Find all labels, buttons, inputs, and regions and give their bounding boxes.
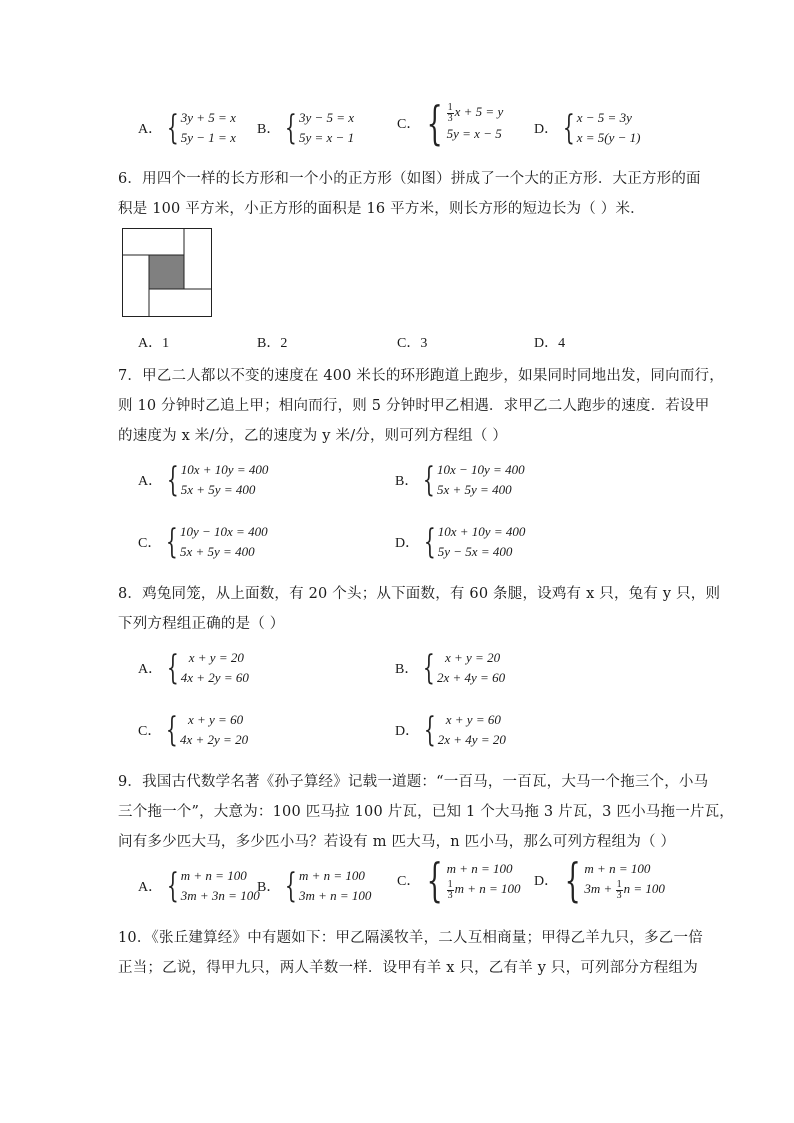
option-label: D． [534, 122, 559, 137]
option-label: A． [138, 880, 163, 895]
brace: { [426, 853, 444, 907]
equation-rest: m + n = 100 [454, 881, 521, 897]
option-label: D． [395, 536, 420, 551]
q6-text-line-1: 6．用四个一样的长方形和一个小的正方形（如图）拼成了一个大的正方形．大正方形的面 [118, 171, 701, 187]
option-label: B． [257, 122, 281, 137]
inner-square [149, 255, 184, 289]
option-label: A． [138, 122, 163, 137]
equation-system [447, 102, 504, 144]
brace: { [166, 460, 179, 500]
q6-option-b[interactable]: B．2 [257, 336, 288, 351]
equation: x + y = 20 [188, 650, 244, 665]
option-label: D． [534, 874, 559, 889]
equation-system [447, 859, 521, 901]
equation-system [181, 866, 260, 906]
equation: x + y = 20 [444, 650, 501, 665]
equation-rest: x + 5 = y [454, 104, 504, 120]
brace: { [423, 648, 436, 688]
q7-option-c[interactable] [138, 522, 268, 562]
q6-option-d[interactable]: D．4 [534, 336, 566, 351]
equation [584, 879, 664, 901]
brace: { [426, 96, 444, 150]
equation: 2x + 4y = 20 [437, 732, 506, 747]
equation: 10y − 10x = 400 [179, 524, 268, 539]
equation-system [584, 859, 664, 901]
q7-text-line-2: 则 10 分钟时乙追上甲；相向而行，则 5 分钟时甲乙相遇．求甲乙二人跑步的速度．若设甲 [118, 398, 710, 414]
equation: m + n = 100 [298, 868, 365, 883]
equation-system [180, 522, 268, 562]
brace: { [423, 460, 436, 500]
option-label: C． [397, 117, 421, 132]
equation: m + n = 100 [180, 868, 247, 883]
equation-system [299, 108, 354, 148]
equation-prefix: 3m + [584, 881, 616, 897]
q6-text-line-2: 积是 100 平方米，小正方形的面积是 16 平方米，则长方形的短边长为（ ）米． [118, 201, 645, 217]
option-label: C． [138, 724, 162, 739]
q9-text-line-1: 9．我国古代数学名著《孙子算经》记载一道题：“一百马，一百瓦，大马一个拖三个，小马 [118, 774, 709, 790]
q5-option-d[interactable] [534, 108, 641, 148]
brace: { [166, 648, 179, 688]
q9-option-d[interactable] [534, 853, 665, 907]
q6-option-c[interactable]: C．3 [397, 336, 428, 351]
equation [447, 102, 504, 124]
brace: { [423, 710, 436, 750]
option-label: A． [138, 662, 163, 677]
q5-option-c[interactable] [397, 96, 504, 150]
q8-option-c[interactable] [138, 710, 248, 750]
fraction [447, 103, 454, 124]
equation: m + n = 100 [584, 861, 651, 877]
equation: 5y − 1 = x [180, 130, 236, 145]
fraction [616, 880, 623, 901]
q7-option-b[interactable] [395, 460, 525, 500]
equation: 3m + n = 100 [298, 888, 372, 903]
q8-text-line-2: 下列方程组正确的是（ ） [118, 616, 285, 632]
equation: 5x + 5y = 400 [180, 482, 256, 497]
equation [447, 879, 521, 901]
equation-system [299, 866, 371, 906]
equation: 3y − 5 = x [298, 110, 355, 125]
q8-text-line-1: 8．鸡兔同笼，从上面数，有 20 个头；从下面数，有 60 条腿，设鸡有 x 只，兔有 y 只，则 [118, 586, 721, 602]
equation-system [181, 460, 269, 500]
q8-option-b[interactable] [395, 648, 505, 688]
equation-system [437, 648, 505, 688]
option-label: C． [397, 874, 421, 889]
q7-text-line-3: 的速度为 x 米/分，乙的速度为 y 米/分，则可列方程组（ ） [118, 428, 508, 444]
equation-system [181, 108, 236, 148]
fraction-denominator: 3 [616, 889, 622, 901]
q6-option-a[interactable]: A．1 [138, 336, 170, 351]
equation: 4x + 2y = 20 [179, 732, 249, 747]
fraction-numerator: 1 [447, 101, 453, 113]
q9-text-line-2: 三个拖一个”，大意为：100 匹马拉 100 片瓦，已知 1 个大马拖 3 片瓦，3 匹小马拖一片瓦， [118, 804, 735, 820]
q9-text-line-3: 问有多少匹大马，多少匹小马？若设有 m 匹大马，n 匹小马，那么可列方程组为（ ） [118, 834, 676, 850]
option-label: B． [395, 474, 419, 489]
equation: m + n = 100 [446, 861, 513, 877]
option-label: B． [257, 880, 281, 895]
equation: 2x + 4y = 60 [436, 670, 506, 685]
fraction-denominator: 3 [447, 112, 453, 124]
fraction-numerator: 1 [616, 878, 622, 890]
equation-system [437, 460, 525, 500]
equation: 4x + 2y = 60 [180, 670, 249, 685]
option-label: B． [395, 662, 419, 677]
brace: { [423, 522, 436, 562]
q7-text-line-1: 7．甲乙二人都以不变的速度在 400 米长的环形跑道上跑步，如果同时同地出发，同向而行， [118, 368, 724, 384]
equation: 5y − 5x = 400 [437, 544, 513, 559]
equation: x − 5 = 3y [576, 110, 632, 125]
brace: { [285, 866, 298, 906]
equation: 3m + 3n = 100 [180, 888, 260, 903]
equation-system [438, 522, 526, 562]
equation-system [438, 710, 506, 750]
brace: { [166, 108, 179, 148]
equation: x = 5(y − 1) [576, 130, 641, 145]
brace: { [564, 853, 581, 907]
equation: 3y + 5 = x [180, 110, 236, 125]
equation: 10x + 10y = 400 [180, 462, 269, 477]
equation: 10x + 10y = 400 [437, 524, 526, 539]
fraction-numerator: 1 [447, 878, 453, 890]
fraction [447, 880, 454, 901]
equation-system [181, 648, 249, 688]
equation-system [577, 108, 641, 148]
equation: x + y = 60 [187, 712, 244, 727]
equation-system [180, 710, 248, 750]
fraction-denominator: 3 [447, 889, 453, 901]
option-label: C． [138, 536, 162, 551]
equation: 5y = x − 5 [446, 125, 502, 141]
q9-option-b[interactable] [257, 866, 371, 906]
q8-option-a[interactable] [138, 648, 249, 688]
equation: 5x + 5y = 400 [436, 482, 512, 497]
equation: x + y = 60 [445, 712, 501, 727]
brace: { [562, 108, 575, 148]
q10-text-line-1: 10．《张丘建算经》中有题如下：甲乙隔溪牧羊，二人互相商量；甲得乙羊九只，多乙一倍 [118, 930, 703, 946]
brace: { [166, 522, 179, 562]
option-label: A． [138, 474, 163, 489]
option-label: D． [395, 724, 420, 739]
equation: 10x − 10y = 400 [436, 462, 525, 477]
square-figure [122, 228, 214, 318]
q5-option-b[interactable] [257, 108, 354, 148]
q10-text-line-2: 正当；乙说，得甲九只，两人羊数一样．设甲有羊 x 只，乙有羊 y 只，可列部分方程组为 [118, 960, 698, 976]
q5-option-a[interactable] [138, 108, 236, 148]
equation-rest: n = 100 [623, 881, 665, 897]
equation: 5x + 5y = 400 [179, 544, 255, 559]
equation: 5y = x − 1 [298, 130, 355, 145]
q9-option-c[interactable] [397, 853, 521, 907]
brace: { [285, 108, 298, 148]
q7-option-a[interactable] [138, 460, 268, 500]
q8-option-d[interactable] [395, 710, 506, 750]
q9-option-a[interactable] [138, 866, 260, 906]
brace: { [166, 710, 179, 750]
q7-option-d[interactable] [395, 522, 525, 562]
brace: { [166, 866, 179, 906]
